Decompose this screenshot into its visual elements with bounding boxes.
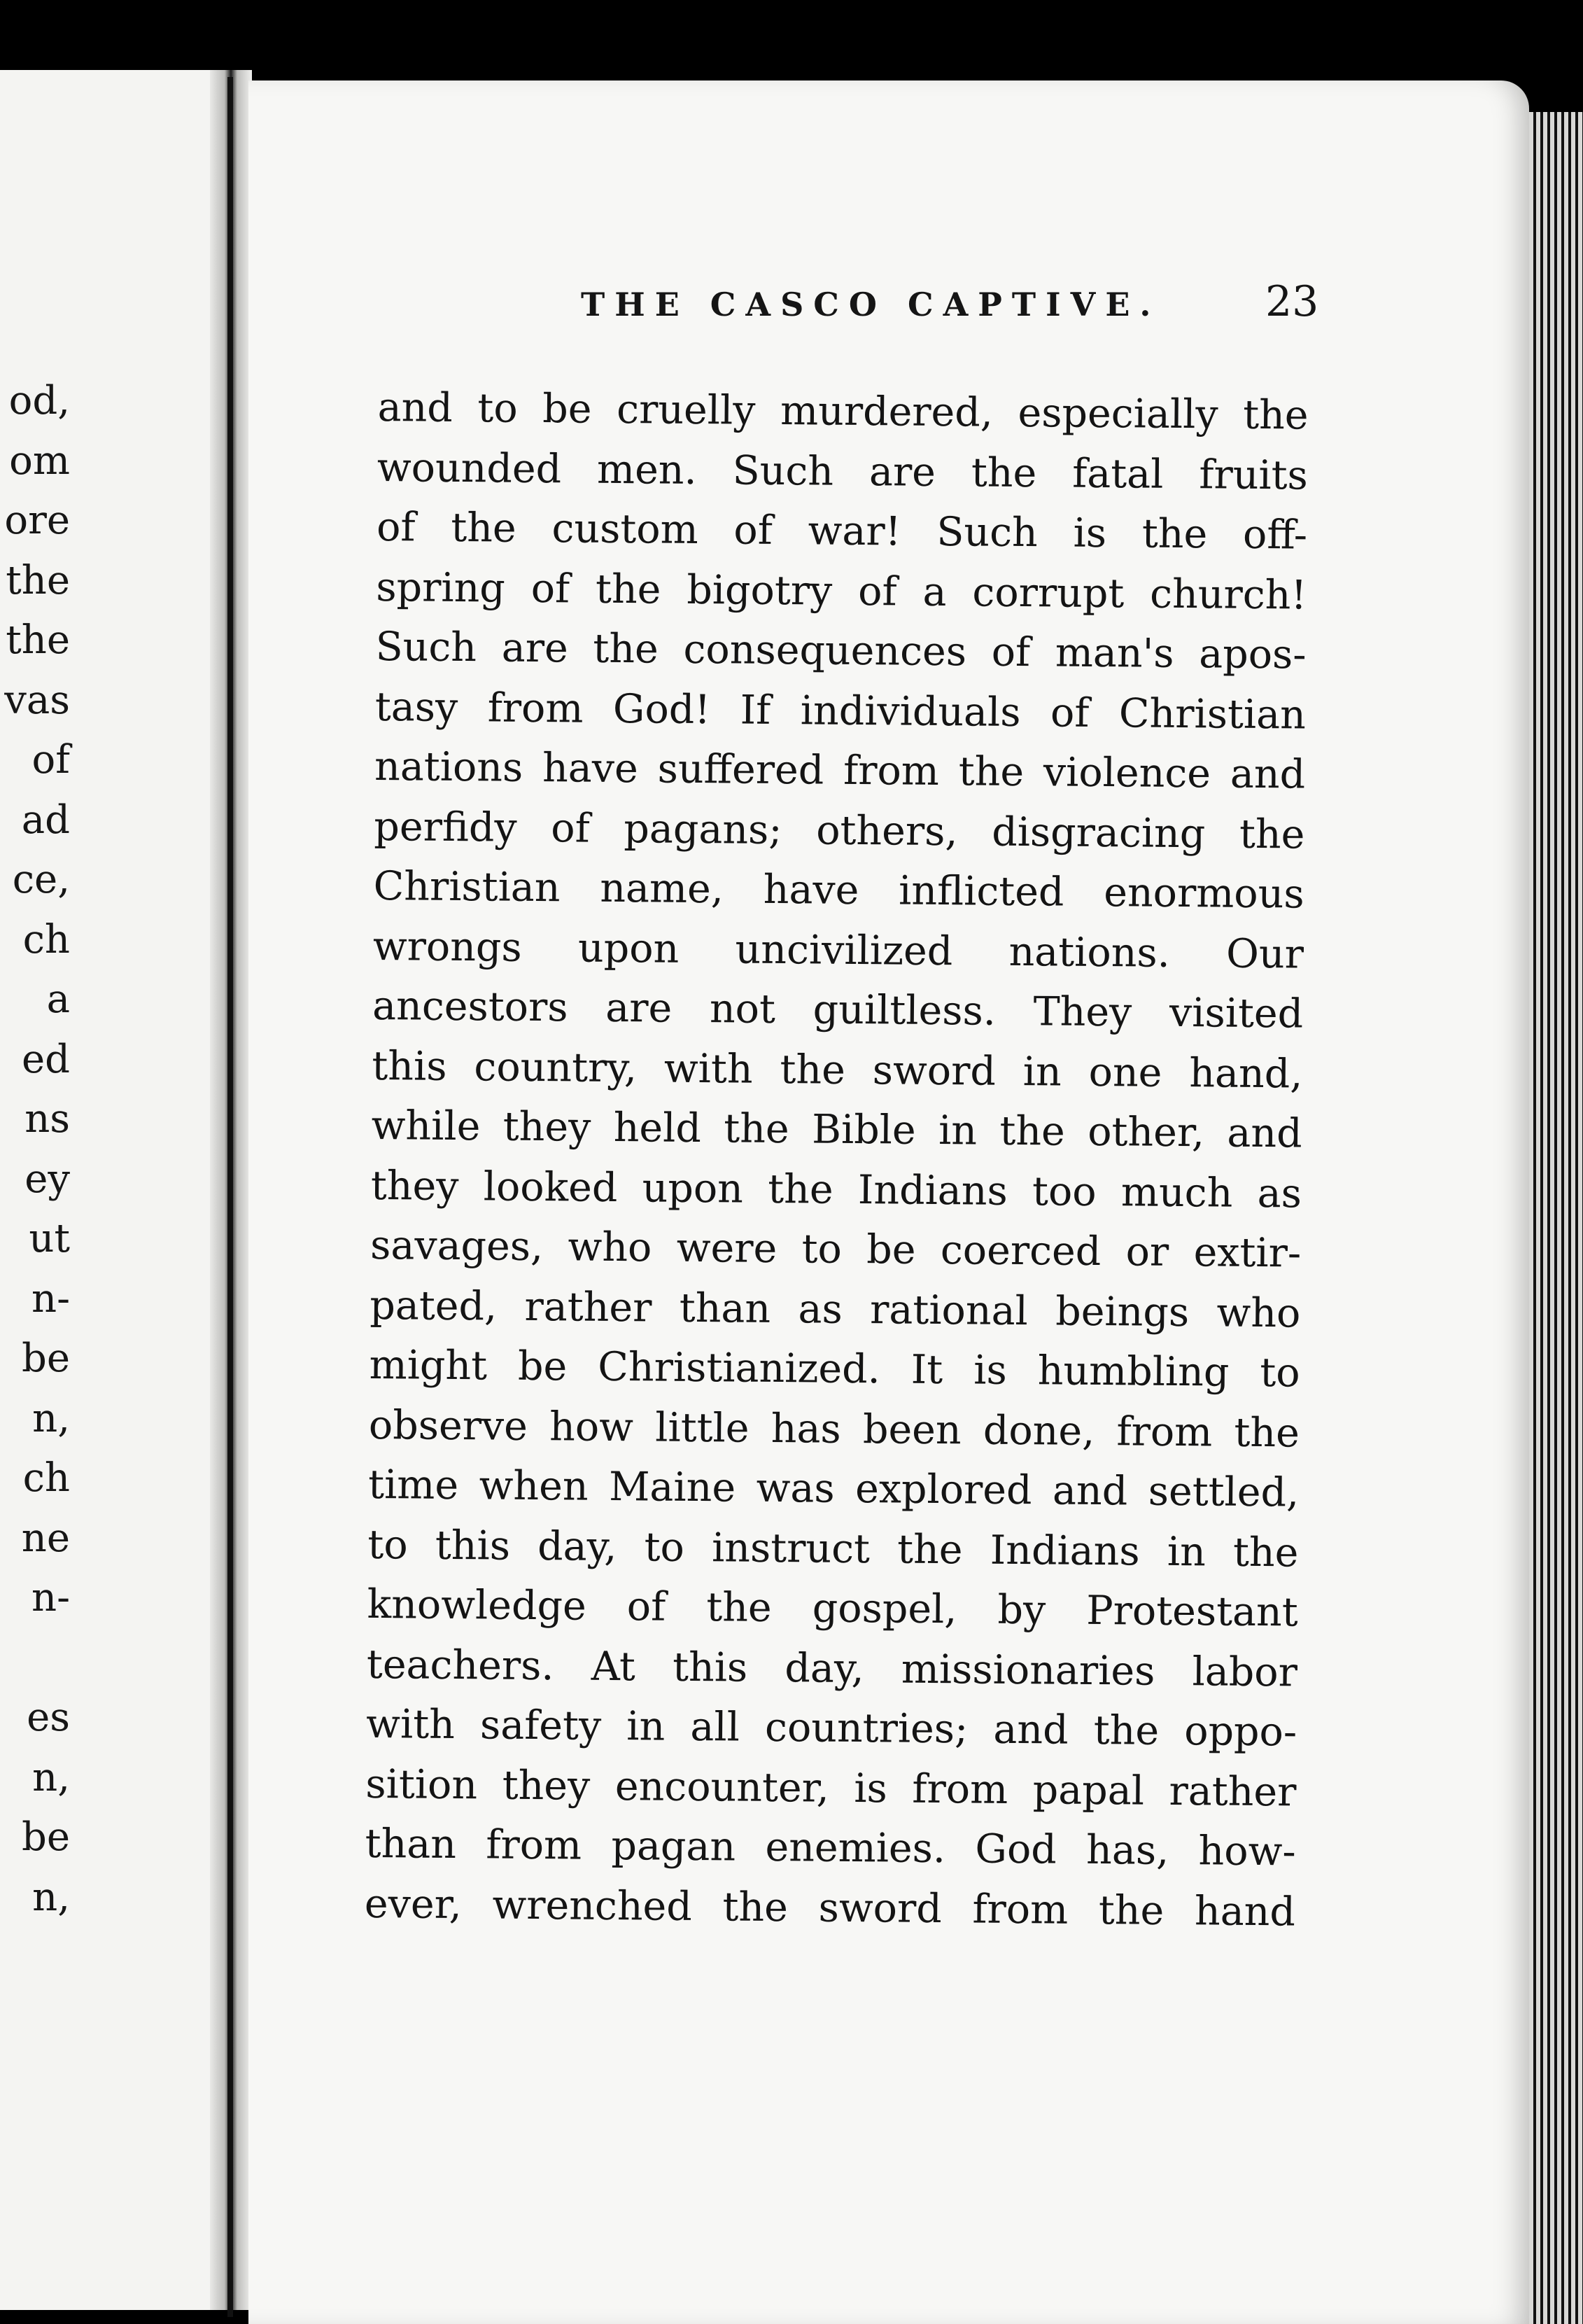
page-number: 23 (1265, 277, 1319, 326)
fragment-line: the (6, 557, 70, 603)
fragment-line: the (6, 617, 70, 663)
text-line: ancestors are not guiltless. They visited (372, 982, 1304, 1037)
text-line: Christian name, have inflicted enormous (373, 862, 1304, 918)
text-line: of the custom of war! Such is the off- (376, 503, 1308, 559)
text-line: wrongs upon uncivilized nations. Our (372, 923, 1304, 978)
fragment-line: ch (22, 916, 70, 962)
page-stack-edge (1529, 112, 1583, 2324)
text-line: might be Christianized. It is humbling to (369, 1341, 1300, 1396)
fragment-line: n, (32, 1395, 70, 1441)
fragment-line: be (22, 1336, 70, 1381)
text-line: and to be cruelly murdered, especially the (377, 384, 1309, 439)
fragment-line: ne (21, 1515, 70, 1561)
fragment-line: ns (24, 1096, 70, 1142)
fragment-line: ce, (12, 857, 70, 902)
fragment-line: ed (22, 1036, 70, 1082)
fragment-line: ut (29, 1216, 70, 1261)
text-line: perfidy of pagans; others, disgracing the (374, 803, 1305, 858)
fragment-line (0, 1628, 70, 1688)
text-line: knowledge of the gospel, by Protestant (367, 1581, 1298, 1636)
text-line: nations have suffered from the violence and (374, 743, 1306, 798)
fragment-line: vas (4, 677, 70, 723)
fragment-line: n, (32, 1754, 70, 1800)
fragment-line: n- (31, 1575, 70, 1620)
text-line: this country, with the sword in one hand, (372, 1042, 1303, 1098)
fragment-line: of (31, 737, 70, 783)
text-line: while they held the Bible in the other, and (371, 1102, 1302, 1157)
fragment-line: ad (21, 797, 70, 843)
text-line: teachers. At this day, missionaries labor (366, 1641, 1298, 1696)
text-line: observe how little has been done, from the (368, 1401, 1300, 1457)
fragment-line: ore (4, 498, 70, 543)
text-line: ever, wrenched the sword from the hand (364, 1880, 1296, 1935)
text-line: pated, rather than as rational beings who (370, 1282, 1301, 1337)
fragment-line: ch (22, 1455, 70, 1501)
fragment-line: n- (31, 1275, 70, 1322)
text-line: than from pagan enemies. God has, how- (365, 1820, 1296, 1875)
text-line: they looked upon the Indians too much as (370, 1162, 1302, 1217)
fragment-line: a (46, 976, 70, 1022)
text-line: to this day, to instruct the Indians in the (367, 1521, 1299, 1576)
running-title: THE CASCO CAPTIVE. (581, 286, 1161, 323)
spine-shadow (227, 77, 233, 2317)
body-text (365, 378, 1309, 1942)
fragment-line: n, (32, 1874, 70, 1920)
text-line: savages, who were to be coerced or extir- (370, 1222, 1302, 1277)
fragment-line: be (22, 1814, 70, 1860)
text-line: wounded men. Such are the fatal fruits (377, 444, 1309, 499)
text-line: sition they encounter, is from papal rather (365, 1760, 1297, 1816)
previous-page-text-fragments (0, 371, 70, 1927)
text-line: spring of the bigotry of a corrupt church! (376, 564, 1307, 619)
text-line: time when Maine was explored and settled, (367, 1461, 1300, 1516)
fragment-line: ey (24, 1156, 70, 1202)
fragment-line: od, (8, 378, 70, 424)
text-line: tasy from God! If individuals of Christian (374, 683, 1307, 738)
text-line: with safety in all countries; and the oppo- (365, 1700, 1297, 1756)
fragment-line: om (9, 438, 70, 484)
text-line: Such are the consequences of man's apos- (375, 623, 1307, 678)
fragment-line: es (27, 1695, 70, 1740)
